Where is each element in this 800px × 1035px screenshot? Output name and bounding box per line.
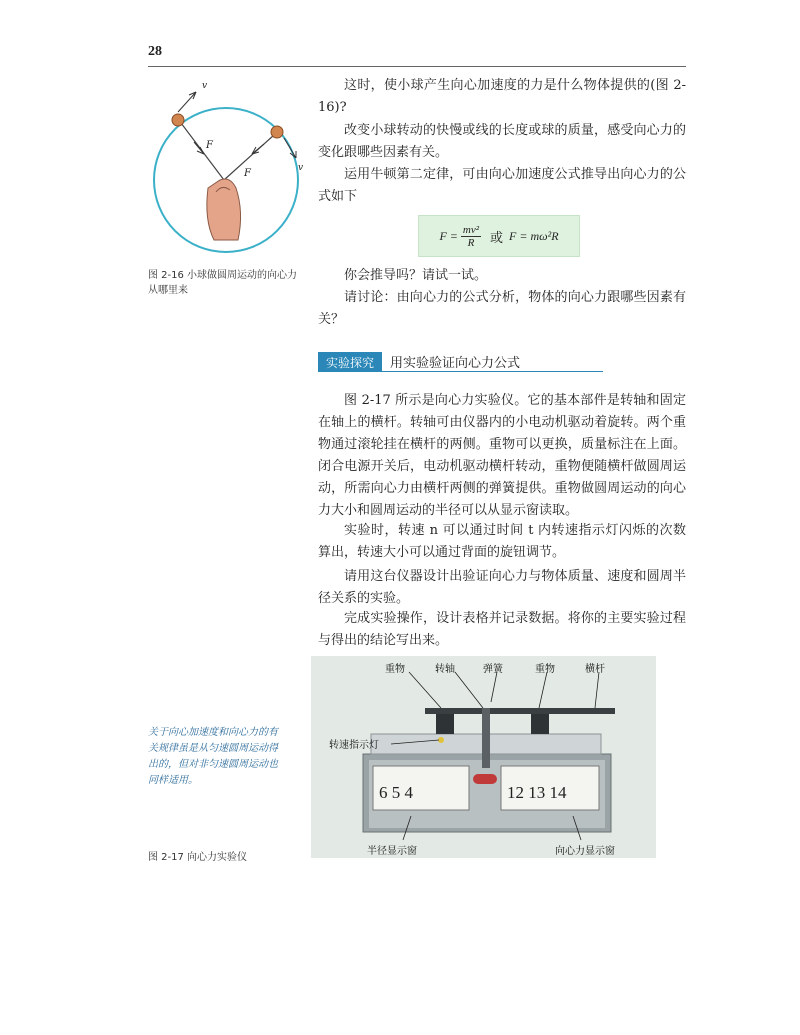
- formula-1-lhs: F =: [439, 228, 458, 243]
- label-radius-window: 半径显示窗: [367, 846, 417, 857]
- label-f-right: F: [244, 168, 251, 179]
- label-force-window: 向心力显示窗: [555, 846, 615, 857]
- side-note: 关于向心加速度和向心力的有关规律虽是从匀速圆周运动得出的，但对非匀速圆周运动也同样适用。: [148, 727, 278, 786]
- formula-1-denominator: R: [467, 236, 475, 249]
- paragraph-4: [318, 265, 686, 287]
- centripetal-apparatus-illustration: [311, 656, 656, 858]
- paragraph-2-text: 改变小球转动的快慢或线的长度或球的质量，感受向心力的变化跟哪些因素有关。: [318, 123, 686, 160]
- formula-1-numerator: mv²: [462, 223, 480, 236]
- label-v-right: v: [298, 163, 304, 173]
- paragraph-6: [318, 390, 686, 522]
- label-weight-right: 重物: [535, 664, 555, 675]
- figure-2-17-caption: 图 2-17 向心力实验仪: [148, 852, 248, 863]
- paragraph-8: [318, 566, 686, 610]
- paragraph-4-text: 你会推导吗？请试一试。: [344, 268, 488, 283]
- paragraph-1: [318, 75, 686, 119]
- section-tag: 实验探究: [318, 352, 382, 372]
- label-crossbar: 横杆: [585, 664, 605, 675]
- figure-2-17-photo: [311, 656, 656, 858]
- force-window-digits: 12 13 14: [507, 783, 567, 802]
- centripetal-force-formula: [418, 215, 580, 257]
- paragraph-9: [318, 608, 686, 652]
- paragraph-6-text: 图 2-17 所示是向心力实验仪。它的基本部件是转轴和固定在轴上的横杆。转轴可由仪器内的小电动机驱动着旋转。两个重物通过滚轮挂在横杆的两侧。重物可以更换，质量标注在上面。闭合电源开关后，电动机驱动横杆转动，重物便随横杆做圆周运动，所需向心力由横杆两侧的弹簧提供。重物做圆周运动的向心力大小和圆周运动的半径可以从显示窗读取。: [318, 393, 686, 518]
- section-title: 用实验验证向心力公式: [382, 352, 603, 372]
- paragraph-5: [318, 287, 686, 331]
- label-spring: 弹簧: [483, 664, 503, 675]
- page-number: 28: [148, 44, 162, 59]
- header-rule: [148, 66, 686, 67]
- label-v-top: v: [202, 81, 208, 91]
- paragraph-8-text: 请用这台仪器设计出验证向心力与物体质量、速度和圆周半径关系的实验。: [318, 569, 686, 606]
- circular-motion-illustration: [146, 80, 306, 260]
- radius-window-digits: 6 5 4: [379, 783, 413, 802]
- paragraph-9-text: 完成实验操作，设计表格并记录数据。将你的主要实验过程与得出的结论写出来。: [318, 611, 686, 648]
- formula-2: F = mω²R: [509, 228, 559, 243]
- label-weight-left: 重物: [385, 664, 405, 675]
- label-axis: 转轴: [435, 664, 455, 675]
- paragraph-3: [318, 164, 686, 208]
- formula-or: 或: [490, 230, 504, 246]
- section-header: [318, 352, 603, 372]
- paragraph-5-text: 请讨论：由向心力的公式分析，物体的向心力跟哪些因素有关？: [318, 290, 686, 327]
- paragraph-3-text: 运用牛顿第二定律，可由向心加速度公式推导出向心力的公式如下: [318, 167, 686, 204]
- paragraph-1-text: 这时，使小球产生向心加速度的力是什么物体提供的(图 2-16)?: [318, 78, 686, 115]
- paragraph-7-text: 实验时，转速 n 可以通过时间 t 内转速指示灯闪烁的次数算出，转速大小可以通过背面的旋钮调节。: [318, 523, 686, 560]
- figure-2-16: [146, 80, 306, 260]
- paragraph-2: [318, 120, 686, 164]
- label-f-left: F: [206, 140, 213, 151]
- figure-2-16-caption: 图 2-16 小球做圆周运动的向心力从哪里来: [148, 270, 298, 296]
- formula-1-fraction: [461, 224, 481, 249]
- paragraph-7: [318, 520, 686, 564]
- label-speed-light: 转速指示灯: [329, 740, 379, 751]
